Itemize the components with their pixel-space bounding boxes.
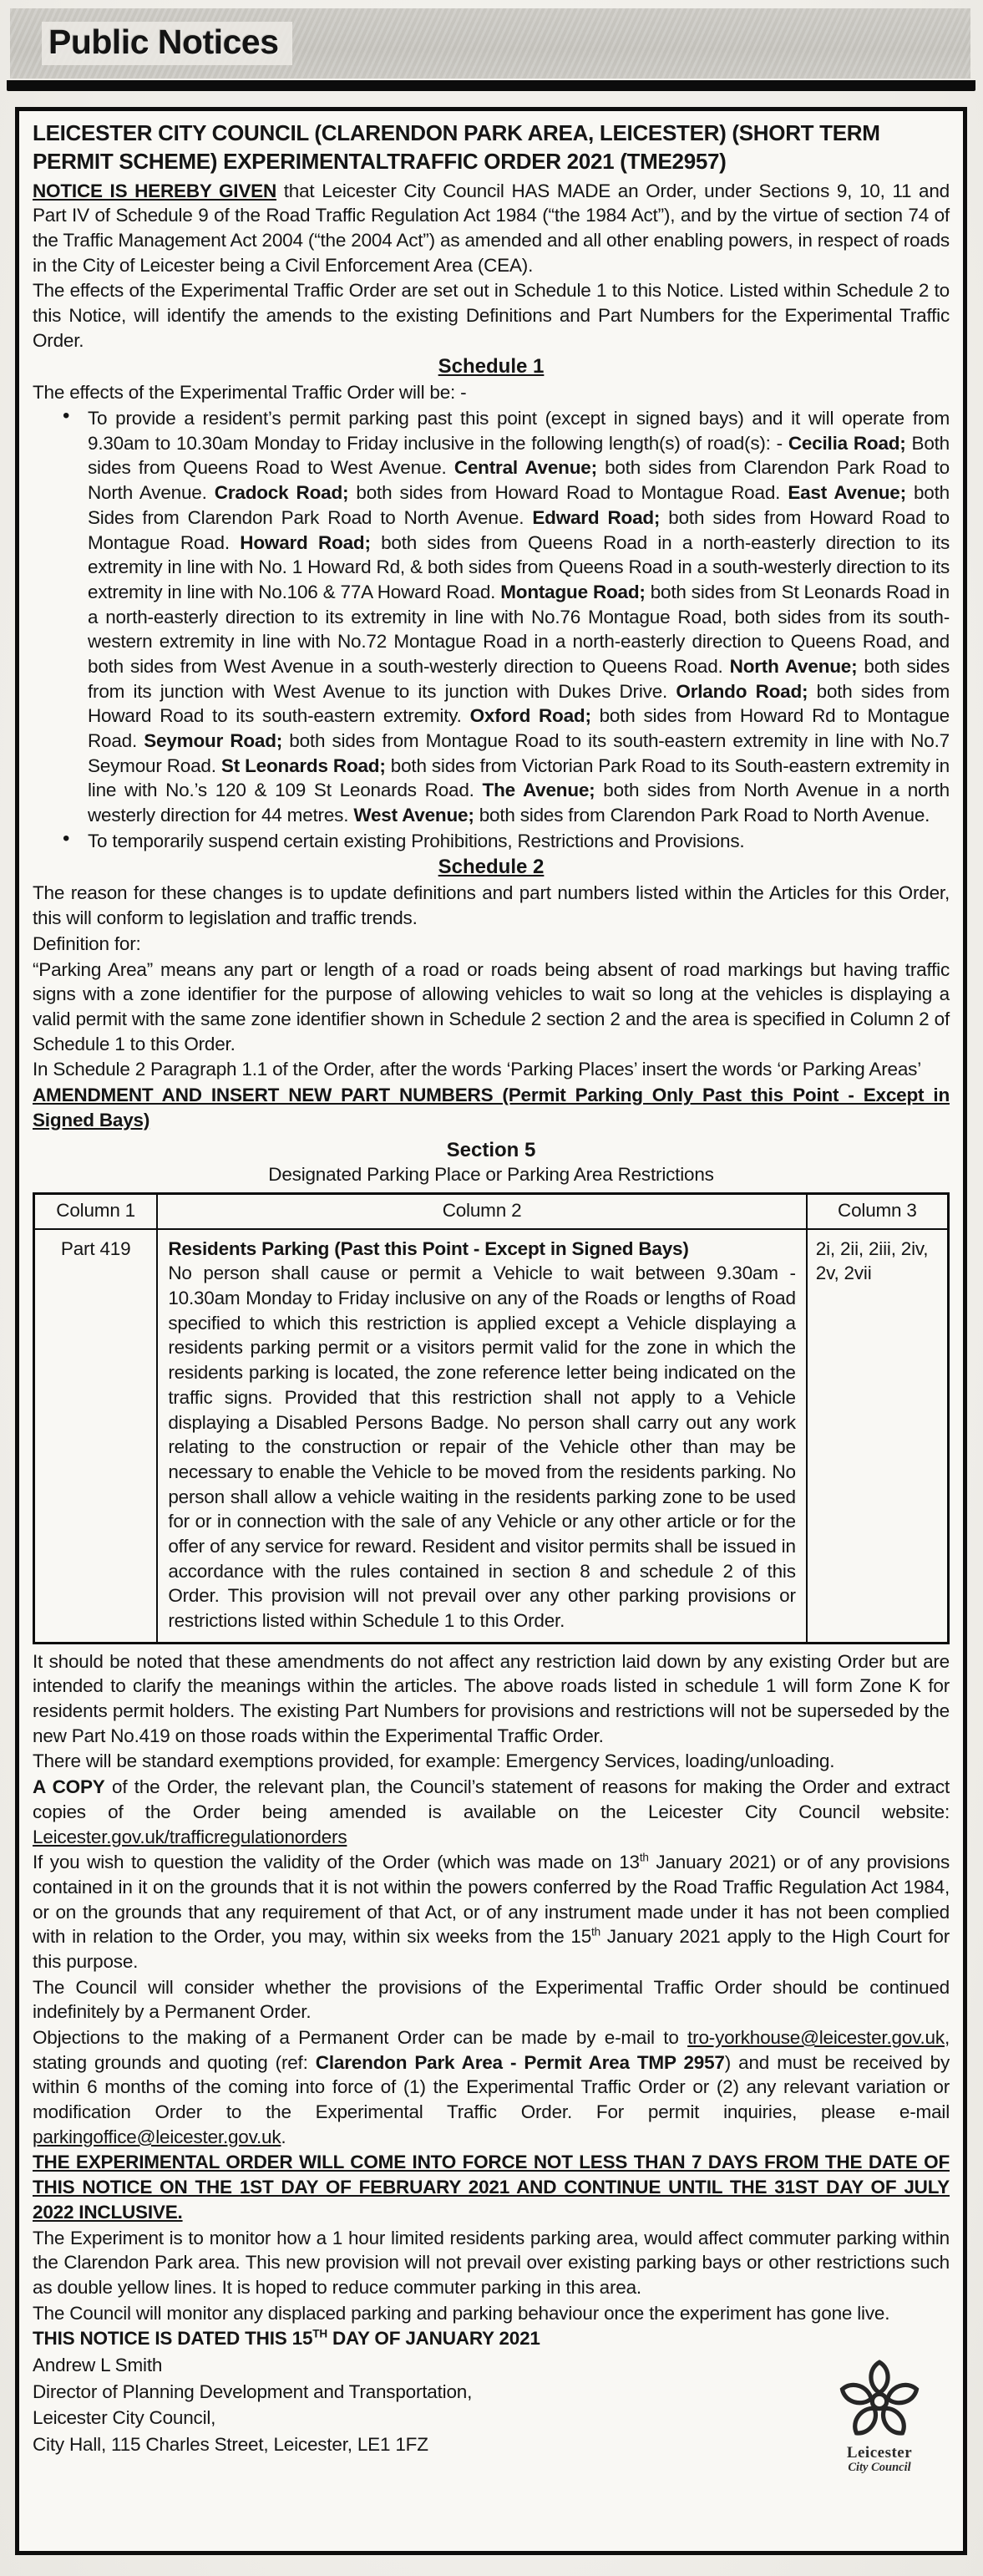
section5-subheading: Designated Parking Place or Parking Area Restrictions [268,1164,714,1186]
amendment-heading: AMENDMENT AND INSERT NEW PART NUMBERS (Permit Parking Only Past this Point - Except in Signed Bays) [33,1084,950,1130]
council-consider-paragraph: The Council will consider whether the provisions of the Experimental Traffic Order should be continued indefinitely by a Permanent Order. [33,1976,950,2023]
council-website-link[interactable]: Leicester.gov.uk/trafficregulationorders [33,1826,347,1847]
table-header-row [34,1194,949,1229]
objections-email-link[interactable]: tro-yorkhouse@leicester.gov.uk [687,2027,945,2049]
schedule1-lead: The effects of the Experimental Traffic Order will be: - [33,382,467,404]
validity-paragraph: If you wish to question the validity of the Order (which was made on 13th January 2021) or of any provisions contained in it on the grounds that it is not within the powers conferred by the Road Traffic Regulation Act 1984, or on the grounds that any requirement of that Act, or of any instrument made under it has not been complied with in relation to the Order, you may, within six weeks from the 15th January 2021 apply to the High Court for this purpose. [33,1851,950,1972]
schedule2-reason: The reason for these changes is to update definitions and part numbers listed within the Articles for this Order, this will conform to legislation and traffic trends. [33,882,950,929]
signatory-name: Andrew L Smith [33,2354,163,2375]
copy-paragraph: A COPY of the Order, the relevant plan, the Council’s statement of reasons for making the Order and extract copies of the Order being amended is available on the Leicester City Council website: Leicester.gov.uk/trafficregulationorders [33,1776,950,1847]
page-title: Public Notices [42,22,292,65]
column3-header: Column 3 [807,1194,949,1229]
signatory-org: Leicester City Council, [33,2407,216,2429]
column1-header: Column 1 [34,1194,158,1229]
experiment-paragraph: The Experiment is to monitor how a 1 hour limited residents parking area, would affect commuter parking within the Clarendon Park area. This new provision will not prevail over existing parking bays or other restrictions such as double yellow lines. It is hoped to reduce commuter parking in this area. [33,2227,950,2298]
schedule2-heading: Schedule 2 [438,856,545,879]
restriction-cell [157,1229,806,1644]
masthead-divider [7,80,975,91]
parking-area-definition: “Parking Area” means any part or length of a road or roads being absent of road markings but having traffic signs with a zone identifier for the purpose of allowing vehicles to wait so long at the vehicles is displaying a valid permit with the same zone identifier shown in Schedule 2 section 2 and the area is specified in Column 2 of Schedule 1 to this Order. [33,958,950,1054]
schedule1-bullet-1 [33,406,950,828]
public-notices-banner [10,8,970,79]
signatory-address: City Hall, 115 Charles Street, Leicester, LE1 1FZ [33,2434,428,2456]
bullet-icon: • [63,404,70,428]
cinquefoil-flower-icon [836,2358,923,2445]
restriction-body: No person shall cause or permit a Vehicle to wait between 9.30am - 10.30am Monday to Friday inclusive on any of the Roads or lengths of Road specified to which this restriction is applied except a Vehicle displaying a residents parking permit or a visitors permit valid for the zone in which the residents parking is located, the zone reference letter being indicated on the traffic signs. Provided that this restriction shall not apply to a Vehicle displaying a Disabled Persons Badge. No person shall carry out any work relating to the construction or repair of the Vehicle other than may be necessary to enable the Vehicle to be moved from the residents parking. No person shall allow a vehicle waiting in the residents parking zone to be used for or in connection with the sale of any Vehicle or any other article or for the offer of any service for reward. Resident and visitor permits shall be issued in accordance with the rules contained in section 8 and schedule 2 of this Order. This provision will not prevail over any other parking provisions or restrictions listed within Schedule 1 to this Order. [168,1263,796,1632]
footer-row [33,2353,950,2474]
signature-block [33,2353,472,2459]
intro-paragraph: NOTICE IS HEREBY GIVEN that Leicester City Council HAS MADE an Order, under Sections 9, 10, 11 and Part IV of Schedule 9 of the Road Traffic Regulation Act 1984 (“the 1984 Act”), and by the virtue of section 74 of the Traffic Management Act 2004 (“the 2004 Act”) as amended and all other enabling powers, in respect of roads in the City of Leicester being a Civil Enforcement Area (CEA). [33,180,950,276]
schedule1-bullet-1-text: To provide a resident’s permit parking past this point (except in signed bays) and it will operate from 9.30am to 10.30am Monday to Friday inclusive in the following length(s) of road(s): - Cecilia Road; Both sides from Queens Road to West Avenue. Central Avenue; both sides from Clarendon Park Road to North Avenue. Cradock Road; both sides from Howard Road to Montague Road. East Avenue; both Sides from Clarendon Park Road to North Avenue. Edward Road; both sides from Howard Road to Montague Road. Howard Road; both sides from Queens Road in a north-easterly direction to its extremity in line with No. 1 Howard Rd, & both sides from Queens Road in a south-westerly direction to its extremity in line with No.106 & 77A Howard Road. Montague Road; both sides from St Leonards Road in a north-easterly direction to its extremity in line with No.76 Montague Road, both sides from its south-western extremity in line with No.72 Montague Road in a north-easterly direction to Queens Road, and both sides from West Avenue in a south-westerly direction to Queens Road. North Avenue; both sides from its junction with West Avenue to its junction with Dukes Drive. Orlando Road; both sides from Howard Road to its south-eastern extremity. Oxford Road; both sides from Howard Rd to Montague Road. Seymour Road; both sides from Montague Road to its south-eastern extremity in line with No.7 Seymour Road. St Leonards Road; both sides from Victorian Park Road to its South-eastern extremity in line with No.’s 120 & 109 St Leonards Road. The Avenue; both sides from North Avenue in a north westerly direction for 44 metres. West Avenue; both sides from Clarendon Park Road to North Avenue. [88,408,950,826]
table-row [34,1229,949,1644]
restriction-title: Residents Parking (Past this Point - Except in Signed Bays) [168,1237,689,1259]
reference-codes-cell: 2i, 2ii, 2iii, 2iv, 2v, 2vii [807,1229,949,1644]
dated-line: THIS NOTICE IS DATED THIS 15TH DAY OF JANUARY 2021 [33,2327,540,2350]
monitor-paragraph: The Council will monitor any displaced parking and parking behaviour once the experiment has gone live. [33,2302,890,2324]
exemptions-paragraph: There will be standard exemptions provided, for example: Emergency Services, loading/unloading. [33,1750,835,1772]
notice-title: LEICESTER CITY COUNCIL (CLARENDON PARK AREA, LEICESTER) (SHORT TERM PERMIT SCHEME) EXPERIMENTALTRAFFIC ORDER 2021 (TME2957) [33,120,880,174]
definition-label: Definition for: [33,932,141,954]
schedule1-bullet-2-text: To temporarily suspend certain existing Prohibitions, Restrictions and Provisions. [88,830,745,851]
insert-note: In Schedule 2 Paragraph 1.1 of the Order, after the words ‘Parking Places’ insert the words ‘or Parking Areas’ [33,1059,921,1080]
bullet-icon: • [63,826,70,850]
schedule1-bullet-2 [33,826,950,854]
effects-paragraph: The effects of the Experimental Traffic Order are set out in Schedule 1 to this Notice. Listed within Schedule 2 to this Notice, will identify the amends to the existing Definitions and Part Numbers for the Experimental Traffic Order. [33,280,950,351]
notice-box [15,107,967,2555]
force-date-paragraph: THE EXPERIMENTAL ORDER WILL COME INTO FORCE NOT LESS THAN 7 DAYS FROM THE DATE OF THIS NOTICE ON THE 1ST DAY OF FEBRUARY 2021 AND CONTINUE UNTIL THE 31ST DAY OF JULY 2022 INCLUSIVE. [33,2152,950,2223]
logo-wordmark: Leicester City Council [846,2443,913,2474]
objections-paragraph: Objections to the making of a Permanent Order can be made by e-mail to tro-yorkhouse@leicester.gov.uk, stating grounds and quoting (ref: Clarendon Park Area - Permit Area TMP 2957) and must be received by within 6 months of the coming into force of (1) the Experimental Traffic Order or (2) any relevant variation or modification Order to the Experimental Traffic Order. For permit inquiries, please e-mail parkingoffice@leicester.gov.uk. [33,2027,950,2147]
schedule1-heading: Schedule 1 [438,355,545,379]
column2-header: Column 2 [157,1194,806,1229]
leicester-city-council-logo [821,2358,938,2474]
signatory-title: Director of Planning Development and Transportation, [33,2380,473,2402]
part-number-cell: Part 419 [34,1229,158,1644]
restrictions-table [33,1192,950,1644]
noted-paragraph: It should be noted that these amendments do not affect any restriction laid down by any existing Order but are intended to clarify the meanings within the articles. The above roads listed in schedule 1 will form Zone K for residents permit holders. The existing Part Numbers for provisions and restrictions will not be superseded by the new Part No.419 on those roads within the Experimental Traffic Order. [33,1650,950,1746]
permit-email-link[interactable]: parkingoffice@leicester.gov.uk [33,2126,281,2147]
section5-heading: Section 5 [446,1139,536,1162]
